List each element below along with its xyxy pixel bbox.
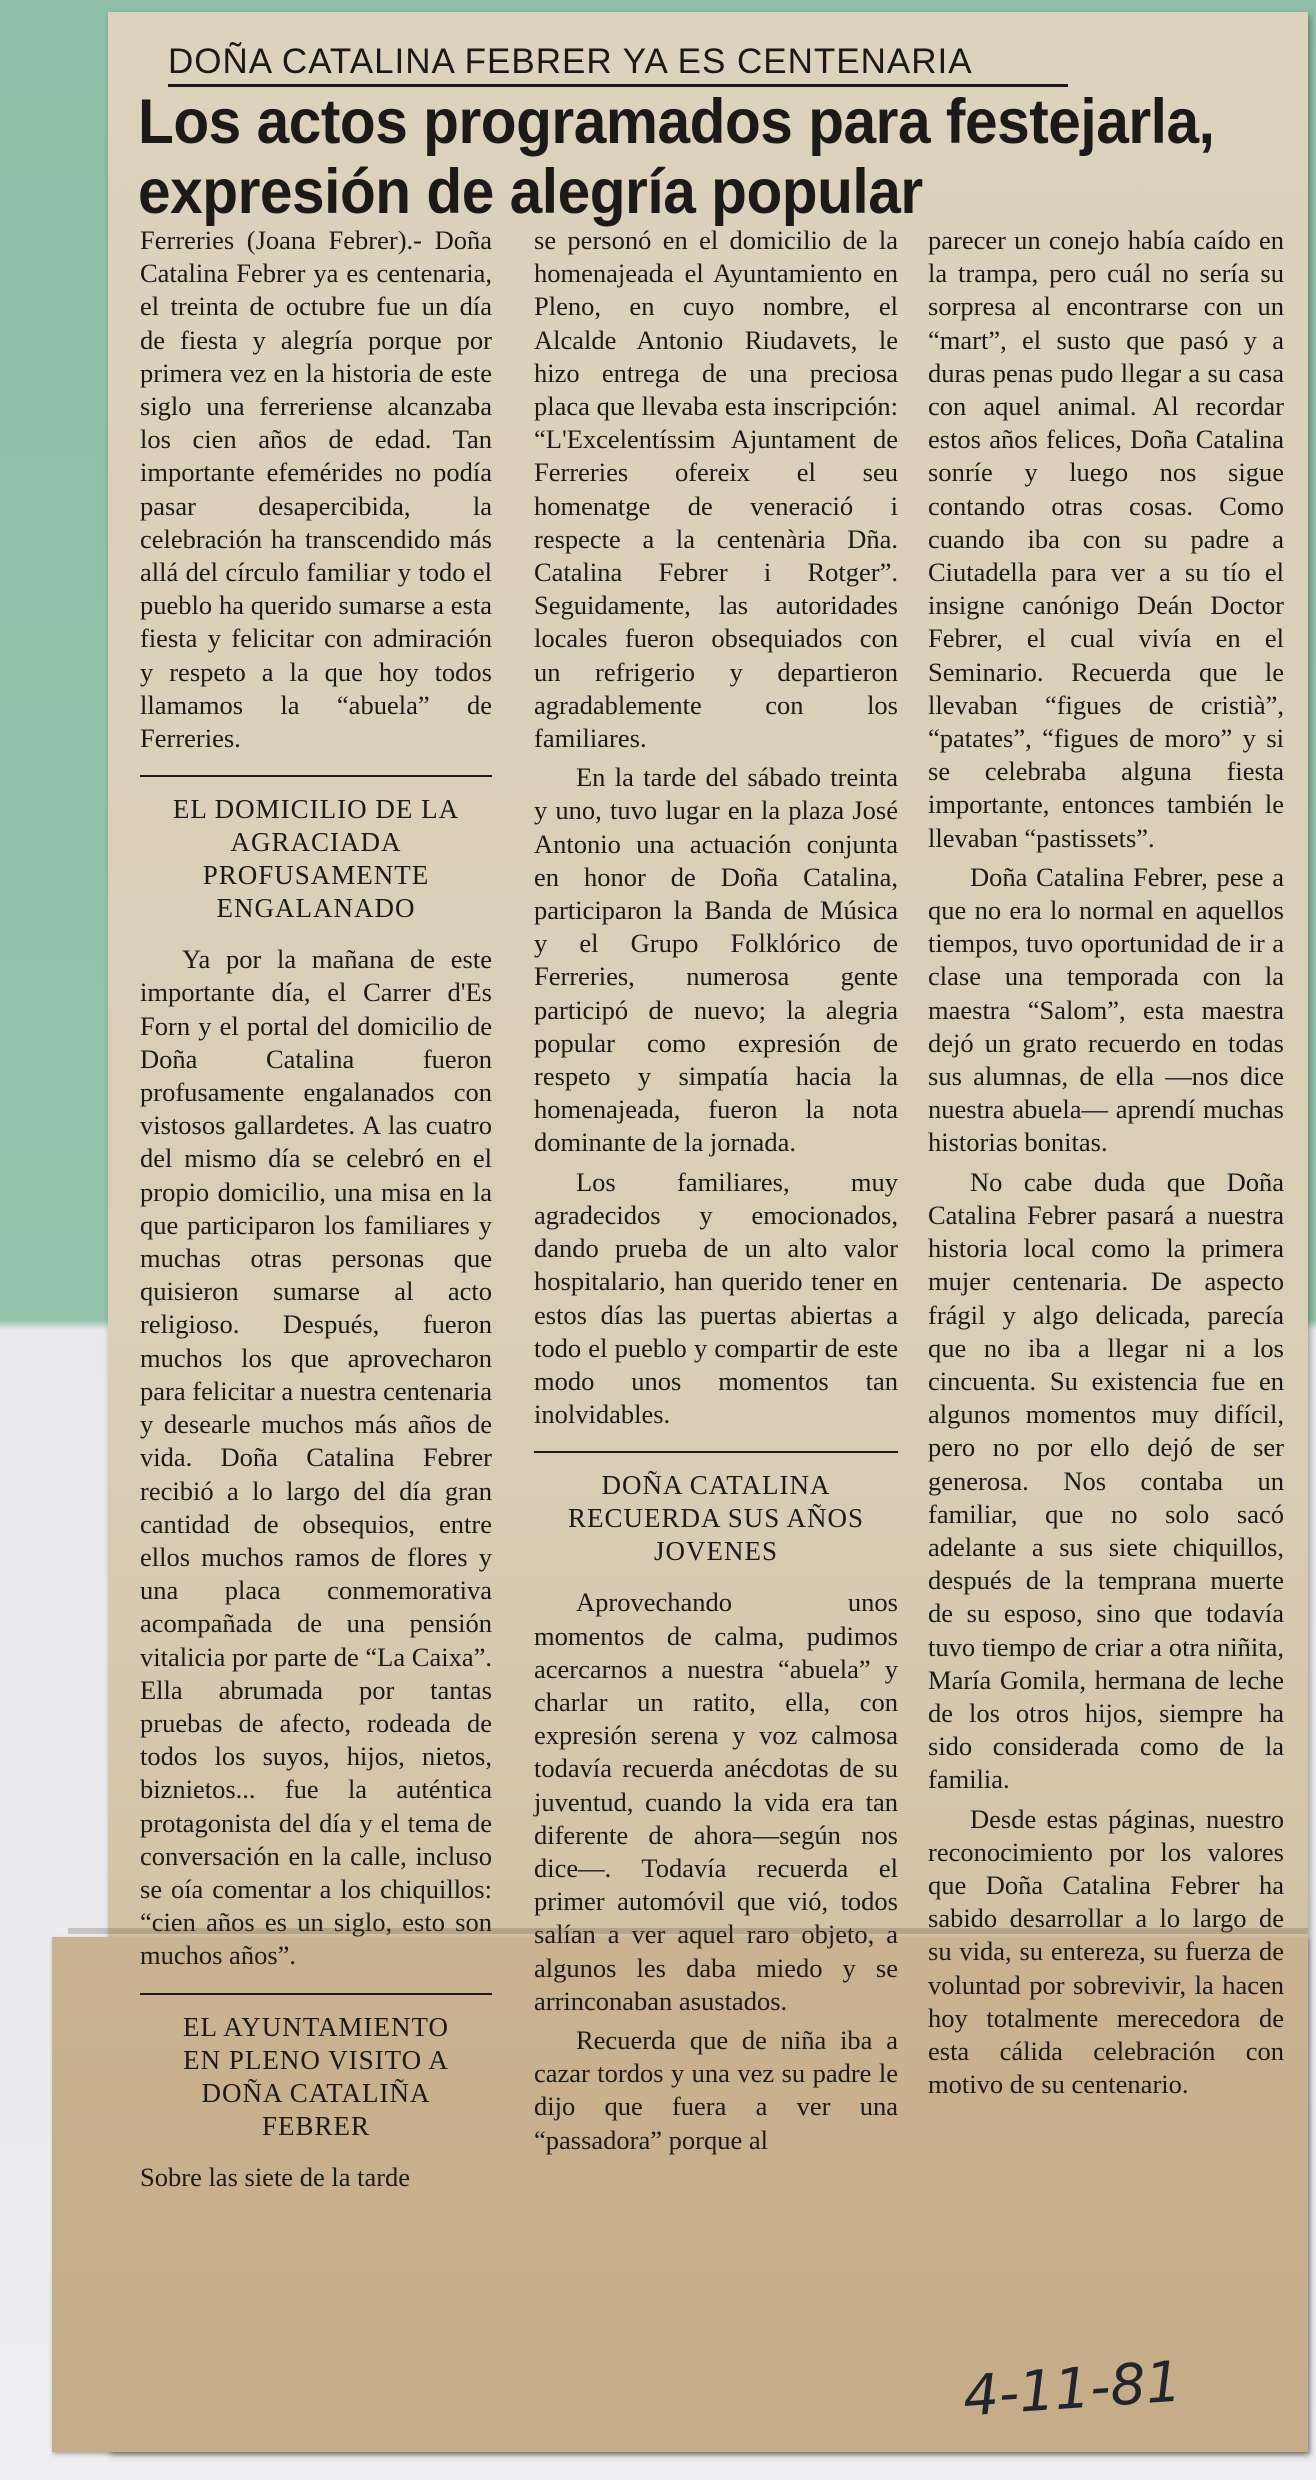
subheading-line: DOÑA CATALIÑA bbox=[201, 2077, 431, 2108]
article-paragraph: Desde estas páginas, nuestro reconocimiento por los valores que Doña Catalina Febrer ha sabido desarrollar a lo largo de su vida, su entereza, su fuerza de voluntad por sobrevivir, la hacen hoy totalmente merecedora de esta cálida celebración con motivo de su centenario. bbox=[928, 1803, 1284, 2100]
subheading-line: EL AYUNTAMIENTO bbox=[182, 2011, 450, 2042]
newspaper-clipping bbox=[108, 12, 1308, 2452]
article-paragraph: Aprovechando unos momentos de calma, pudimos acercarnos a nuestra “abuela” y charlar un ratito, ella, con expresión serena y voz calmosa todavía recuerda anécdotas de su juventud, cuando la vida era tan diferente de ahora—según nos dice—. Todavía recuerda el primer automóvil que vió, todos salían a ver aquel raro objeto, a algunos les daba miedo y se arrinconaban asustados. bbox=[534, 1587, 898, 2016]
subheading-line: RECUERDA SUS AÑOS bbox=[567, 1503, 865, 1534]
section-subheading bbox=[140, 1993, 492, 2143]
section-subheading bbox=[140, 775, 492, 925]
article-paragraph: Los familiares, muy agradecidos y emocionados, dando prueba de un alto valor hospitalario, han querido tener en estos días las puertas abiertas a todo el pueblo y compartir de este modo unos momentos tan inolvidables. bbox=[534, 1166, 898, 1430]
article-paragraph: se personó en el domicilio de la homenajeada el Ayuntamiento en Pleno, en cuyo nombre, el Alcalde Antonio Riudavets, le hizo entrega de una preciosa placa que llevaba esta inscripción: “L'Excelentíssim Ajuntament de Ferreries ofereix el seu homenatge de veneració i respecte a la centenària Dña. Catalina Febrer i Rotger”. Seguidamente, las autoridades locales fueron obsequiados con un refrigerio y departieron agradablemente con los familiares. bbox=[534, 225, 898, 754]
article-paragraph: Recuerda que de niña iba a cazar tordos y una vez su padre le dijo que fuera a ver una “passadora” porque al bbox=[534, 2024, 898, 2155]
subheading-line: DOÑA CATALINA bbox=[601, 1470, 831, 1501]
subheading-line: JOVENES bbox=[653, 1536, 778, 1567]
article-column-2 bbox=[534, 224, 898, 2163]
subheading-line: EN PLENO VISITO A bbox=[183, 2044, 449, 2075]
article-paragraph: No cabe duda que Doña Catalina Febrer pasará a nuestra historia local como la primera mujer centenaria. De aspecto frágil y algo delicada, parecía que no iba a llegar ni a los cincuenta. Su existencia fue en algunos momentos muy difícil, pero no por ello dejó de ser generosa. Nos contaba un familiar, que no solo sacó adelante a sus siete chiquillos, después de la temprana muerte de su esposo, sino que todavía tuvo tiempo de criar a otra niñita, María Gomila, hermana de leche de los otros hijos, siempre ha sido considerada como de la familia. bbox=[928, 1166, 1284, 1795]
article-paragraph: Doña Catalina Febrer, pese a que no era lo normal en aquellos tiempos, tuvo oportunidad de ir a clase una temporada con la maestra “Salom”, esta maestra dejó un grato recuerdo en todas sus alumnas, de ella —nos dice nuestra abuela— aprendí muchas historias bonitas. bbox=[928, 861, 1284, 1158]
article-column-3 bbox=[928, 224, 1284, 2107]
article-paragraph: En la tarde del sábado treinta y uno, tuvo lugar en la plaza José Antonio una actuación conjunta en honor de Doña Catalina, participaron la Banda de Música y el Grupo Folklórico de Ferreries, numerosa gente participó de nuevo; la alegria popular como expresión de respeto y simpatía hacia la homenajeada, fueron la nota dominante de la jornada. bbox=[534, 762, 898, 1158]
article-paragraph: parecer un conejo había caído en la trampa, pero cuál no sería su sorpresa al encontrarse con un “mart”, el susto que pasó y a duras penas pudo llegar a su casa con aquel animal. Al recordar estos años felices, Doña Catalina sonríe y luego nos sigue contando otras cosas. Como cuando iba con su padre a Ciutadella para ver a su tío el insigne canónigo Deán Doctor Febrer, el cual vivía en el Seminario. Recuerda que le llevaban “figues de cristià”, “patates”, “figues de moro” y si se celebraba alguna fiesta importante, entonces también le llevaban “pastissets”. bbox=[928, 225, 1284, 853]
article-paragraph: Ya por la mañana de este importante día, el Carrer d'Es Forn y el portal del domicilio de Doña Catalina fueron profusamente engalanados con vistosos gallardetes. A las cuatro del mismo día se celebró en el propio domicilio, una misa en la que participaron los familiares y muchas otras personas que quisieron sumarse al acto religioso. Después, fueron muchos los que aprovecharon para felicitar a nuestra centenaria y desearle muchos más años de vida. Doña Catalina Febrer recibió a lo largo del día gran cantidad de obsequios, entre ellos muchos ramos de flores y una placa conmemorativa acompañada de una pensión vitalicia por parte de “La Caixa”. Ella abrumada por tantas pruebas de afecto, rodeada de todos los suyos, hijos, nietos, biznietos... fue la auténtica protagonista del día y el tema de conversación en la calle, incluso se oía comentar a los chiquillos: “cien años es un siglo, esto son muchos años”. bbox=[140, 944, 492, 1971]
article-paragraph: Sobre las siete de la tarde bbox=[140, 2161, 411, 2192]
subheading-line: PROFUSAMENTE bbox=[202, 860, 430, 891]
article-kicker: DOÑA CATALINA FEBRER YA ES CENTENARIA bbox=[168, 42, 1068, 87]
subheading-line: EL DOMICILIO DE LA bbox=[172, 794, 460, 825]
subheading-line: AGRACIADA bbox=[230, 827, 402, 858]
handwritten-date: 4-11-81 bbox=[960, 2349, 1184, 2430]
subheading-line: FEBRER bbox=[261, 2110, 371, 2141]
article-headline: Los actos programados para festejarla, expresión de alegría popular bbox=[138, 87, 1215, 227]
section-subheading bbox=[534, 1451, 898, 1568]
article-column-1 bbox=[140, 224, 492, 2200]
article-paragraph: Ferreries (Joana Febrer).- Doña Catalina Febrer ya es centenaria, el treinta de octubre fue un día de fiesta y alegría porque por primera vez en la historia de este siglo una ferreriense alcanzaba los cien años de edad. Tan importante efemérides no podía pasar desapercibida, la celebración ha transcendido más allá del círculo familiar y todo el pueblo ha querido sumarse a esta fiesta y felicitar con admiración y respeto a la que hoy todos llamamos la “abuela” de Ferreries. bbox=[140, 225, 492, 754]
subheading-line: ENGALANADO bbox=[216, 893, 416, 924]
